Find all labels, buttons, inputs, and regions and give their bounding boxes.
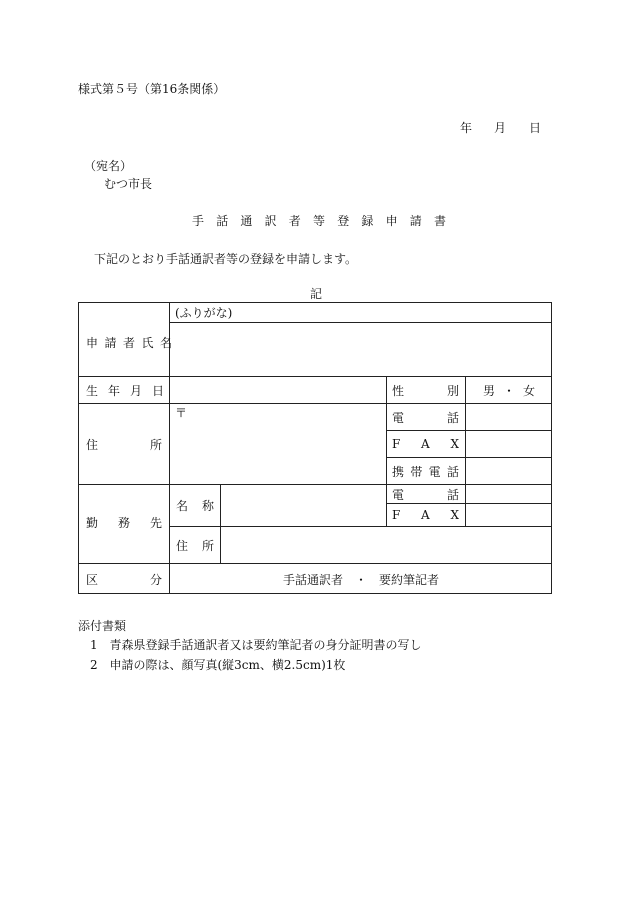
work-address-field[interactable] xyxy=(221,527,552,563)
attachments-heading: 添付書類 xyxy=(78,619,127,633)
postal-mark: 〒 xyxy=(175,405,188,420)
phone-label: 電 話 xyxy=(392,410,459,425)
furigana-label: (ふりがな) xyxy=(175,306,233,320)
sex-dot: ・ xyxy=(502,383,515,398)
work-name-label: 名 称 xyxy=(176,499,214,513)
workplace-label: 勤 務 先 xyxy=(86,515,162,530)
date-month: 月 xyxy=(494,121,507,135)
attachment-text: 申請の際は、顔写真(縦3cm、横2.5cm)1枚 xyxy=(109,658,346,672)
attachment-text: 青森県登録手話通訳者又は要約筆記者の身分証明書の写し xyxy=(109,638,422,652)
birthdate-field[interactable] xyxy=(170,377,386,403)
attachment-num: 2 xyxy=(90,658,98,672)
address-char2: 所 xyxy=(149,437,162,452)
fax-field[interactable] xyxy=(466,431,552,457)
sex-options[interactable] xyxy=(466,377,552,403)
sex-female[interactable]: 女 xyxy=(523,383,536,398)
birthdate-label: 生年月日 xyxy=(86,383,175,398)
intro-text: 下記のとおり手話通訳者等の登録を申請します。 xyxy=(94,252,358,266)
application-table xyxy=(78,302,552,594)
address-field[interactable] xyxy=(170,420,386,484)
addressee-label: （宛名） xyxy=(84,159,133,173)
address-char1: 住 xyxy=(86,437,99,452)
work-address-label: 住 所 xyxy=(176,538,214,553)
applicant-name-label: 申請者氏名 xyxy=(86,335,179,350)
work-fax-field[interactable] xyxy=(466,504,552,526)
sex-male[interactable]: 男 xyxy=(482,383,495,398)
sex-label xyxy=(392,377,459,403)
address-label xyxy=(86,430,162,458)
category-label: 区 分 xyxy=(86,572,162,587)
work-name-field[interactable] xyxy=(221,485,386,526)
applicant-name-field[interactable] xyxy=(170,323,551,376)
ki-label: 記 xyxy=(310,287,323,301)
work-phone-label: 電 話 xyxy=(392,487,459,502)
date-year: 年 xyxy=(460,121,473,135)
sex-label-char1: 性 xyxy=(392,383,405,398)
category-options[interactable]: 手話通訳者 ・ 要約筆記者 xyxy=(282,572,439,587)
phone-field[interactable] xyxy=(466,404,552,430)
date-day: 日 xyxy=(529,121,542,135)
mobile-label: 携 帯 電 話 xyxy=(392,464,459,479)
attachment-num: 1 xyxy=(90,638,98,652)
attachment-item xyxy=(90,656,345,673)
work-fax-label: F A X xyxy=(392,508,459,522)
form-number: 様式第５号（第16条関係） xyxy=(78,82,226,96)
sex-label-char2: 別 xyxy=(446,383,459,398)
mobile-field[interactable] xyxy=(466,458,552,484)
page-title: 手話通訳者等登録申請書 xyxy=(192,214,459,228)
work-phone-field[interactable] xyxy=(466,485,552,503)
addressee-name: むつ市長 xyxy=(104,177,153,191)
furigana-field[interactable] xyxy=(170,303,551,322)
fax-label: F A X xyxy=(392,437,459,451)
attachment-item xyxy=(90,636,421,653)
